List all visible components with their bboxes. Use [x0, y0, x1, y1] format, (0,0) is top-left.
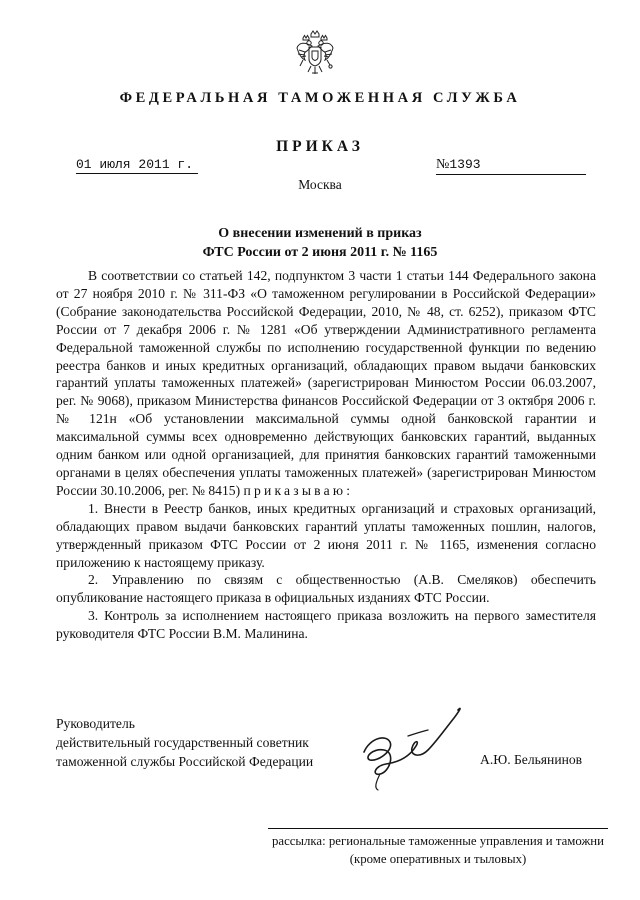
distribution-divider [268, 828, 608, 829]
preamble-paragraph [56, 267, 596, 500]
order-date: 01 июля 2011 г. [76, 157, 198, 174]
distribution-line-2: (кроме оперативных и тыловых) [349, 852, 527, 866]
document-body [56, 267, 596, 643]
document-type: ПРИКАЗ [276, 138, 364, 155]
number-prefix: № [436, 157, 450, 172]
coat-of-arms-icon [295, 30, 335, 76]
order-number-field [436, 157, 586, 175]
distribution-note [268, 832, 608, 868]
distribution-line-1: рассылка: региональные таможенные управления и таможни [271, 834, 604, 848]
agency-name: ФЕДЕРАЛЬНАЯ ТАМОЖЕННАЯ СЛУЖБА [119, 90, 521, 106]
order-word: приказываю: [243, 482, 354, 498]
document-title [0, 224, 640, 262]
handwritten-signature [350, 700, 470, 795]
signer-title-line-1: Руководитель [56, 716, 135, 731]
order-item-1: 1. Внести в Реестр банков, иных кредитных организаций и страховых организаций, обладающих правом выдачи банковских гарантий уплаты таможенных пошлин, налогов, утвержденный приказом ФТС России от 2 июня 2011 г. № 1165, изменения согласно приложению к настоящему приказу. [56, 500, 596, 570]
signer-title-line-3: таможенной службы Российской Федерации [56, 754, 314, 769]
title-line-1: О внесении изменений в приказ [218, 226, 422, 241]
preamble-text: В соответствии со статьей 142, подпунктом 3 части 1 статьи 144 Федерального закона от 27 ноября 2010 г. № 311-ФЗ «О таможенном регулировании в Российской Федерации» (Собрание законодательства Российской Федерации, 2010, № 48, ст. 6252), приказом ФТС России от 7 декабря 2006 г. № 1281 «Об утверждении Административного регламента Федеральной таможенной службы по исполнению государственной функции по ведению реестра банков и иных кредитных организаций, обладающих правом выдачи банковских гарантий уплаты таможенных платежей» (зарегистрирован Минюстом России 06.03.2007, рег. № 9068), приказом Министерства финансов Российской Федерации от 3 октября 2006 г. № 121н «Об установлении максимальной суммы одной банковской гарантии и максимальной суммы всех одновременно действующих банковских гарантий, выданных одним банком или одной организацией, для принятия банковских гарантий таможенными органами в целях обеспечения уплаты таможенных платежей» (зарегистрирован Минюстом России 30.10.2006, рег. № 8415) [56, 268, 596, 498]
signer-name: А.Ю. Бельянинов [480, 752, 583, 767]
title-line-2: ФТС России от 2 июня 2011 г. № 1165 [202, 245, 438, 260]
signer-title [56, 714, 313, 771]
order-item-3: 3. Контроль за исполнением настоящего приказа возложить на первого заместителя руководителя ФТС России В.М. Малинина. [56, 608, 596, 642]
city: Москва [298, 177, 342, 192]
order-item-2: 2. Управлению по связям с общественностью (А.В. Смеляков) обеспечить опубликование настоящего приказа в официальных изданиях ФТС России. [56, 572, 596, 606]
signer-title-line-2: действительный государственный советник [56, 735, 309, 750]
order-number: 1393 [449, 157, 481, 172]
